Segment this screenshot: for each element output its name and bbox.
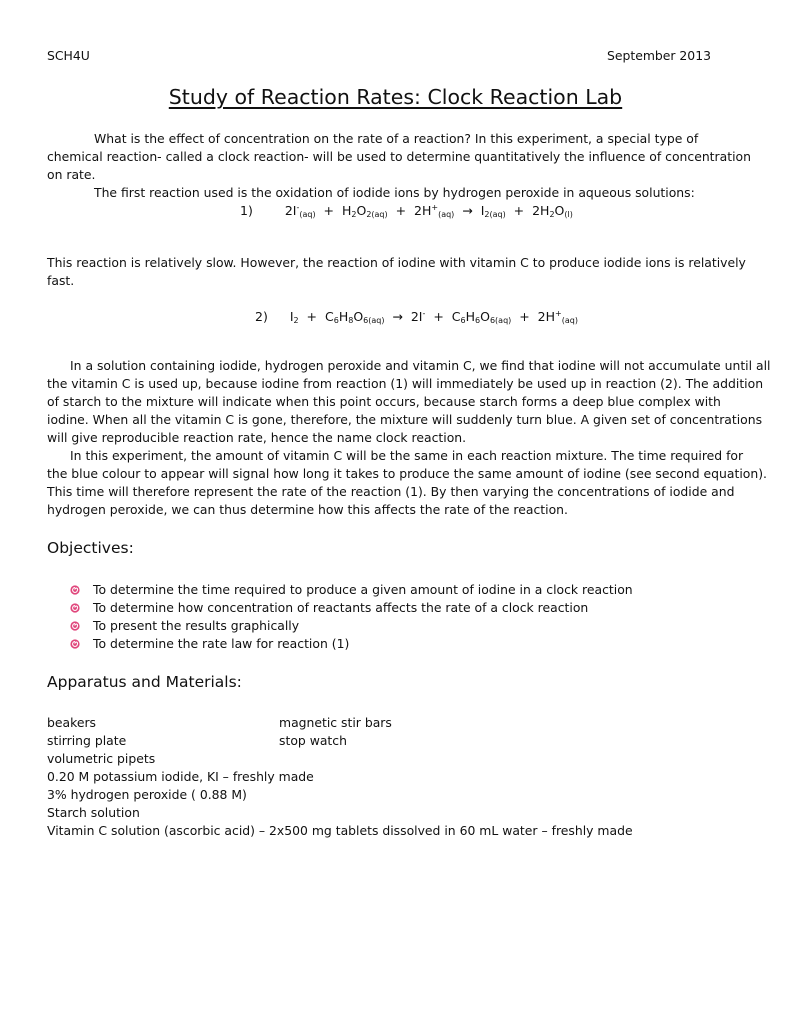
body-line: of starch to the mixture will indicate when this point occurs, because starch forms a deep blue complex with [47, 394, 721, 409]
material-item: 3% hydrogen peroxide ( 0.88 M) [47, 787, 247, 802]
materials-heading: Apparatus and Materials: [47, 673, 242, 691]
body-line: In a solution containing iodide, hydrogen peroxide and vitamin C, we find that iodine will not accumulate until all [70, 358, 771, 373]
swirl-bullet-icon [70, 639, 80, 649]
product-water: $2H_2O_{(l)}$ [532, 203, 573, 219]
product-dehydroascorbic: $C_6H_6O_{6(aq)}$ [451, 309, 512, 325]
material-item: Starch solution [47, 805, 140, 820]
body-line: the blue colour to appear will signal how long it takes to produce the same amount of iodine (see second equation). [47, 466, 767, 481]
material-item: stirring plate [47, 733, 127, 748]
reactant-peroxide: $H_2O_{2(aq)}$ [341, 203, 388, 219]
course-code: SCH4U [47, 48, 90, 63]
equation-number: 1) [240, 203, 253, 218]
body-line: This time will therefore represent the rate of the reaction (1). By then varying the concentrations of iodide and [47, 484, 735, 499]
intro-line: The first reaction used is the oxidation of iodide ions by hydrogen peroxide in aqueous solutions: [94, 185, 695, 200]
reactant-iodine: $I_2$ [289, 309, 299, 325]
material-item: volumetric pipets [47, 751, 156, 766]
plus-sign: + [433, 309, 444, 324]
body-line: iodine. When all the vitamin C is gone, therefore, the mixture will suddenly turn blue. A given set of concentrations [47, 412, 763, 427]
arrow-icon: → [392, 309, 403, 324]
body-line: In this experiment, the amount of vitamin C will be the same in each reaction mixture. The time required for [70, 448, 744, 463]
swirl-bullet-icon [70, 603, 80, 613]
plus-sign: + [395, 203, 407, 218]
reactant-iodide: $2I^-_{(aq)}$ [284, 203, 316, 219]
intro-line: on rate. [47, 167, 96, 182]
paragraph-line: This reaction is relatively slow. However, the reaction of iodine with vitamin C to produce iodide ions is relatively [47, 255, 746, 270]
product-hydrogen-ion: $2H^+_{(aq)}$ [537, 309, 578, 325]
intro-line: What is the effect of concentration on the rate of a reaction? In this experiment, a special type of [94, 131, 699, 146]
plus-sign: + [323, 203, 335, 218]
material-item: magnetic stir bars [279, 715, 392, 730]
body-line: will give reproducible reaction rate, hence the name clock reaction. [47, 430, 467, 445]
header-date: September 2013 [607, 48, 711, 63]
page-title: Study of Reaction Rates: Clock Reaction Lab [168, 85, 623, 109]
paragraph-line: fast. [47, 273, 75, 288]
material-item: stop watch [279, 733, 347, 748]
equation-number: 2) [255, 309, 268, 324]
swirl-bullet-icon [70, 585, 80, 595]
list-item: To present the results graphically [93, 618, 300, 633]
body-line: the vitamin C is used up, because iodine from reaction (1) will immediately be used up in reaction (2). The addition [47, 376, 764, 391]
equation-2 [255, 309, 578, 325]
list-item: To determine the time required to produce a given amount of iodine in a clock reaction [93, 582, 633, 597]
plus-sign: + [513, 203, 525, 218]
material-item: beakers [47, 715, 96, 730]
equation-1 [240, 203, 573, 219]
body-line: hydrogen peroxide, we can thus determine how this affects the rate of the reaction. [47, 502, 568, 517]
material-item: 0.20 M potassium iodide, KI – freshly made [47, 769, 314, 784]
swirl-bullet-icon [70, 621, 80, 631]
product-iodine: $I_{2(aq)}$ [480, 203, 506, 219]
reactant-vitamin-c: $C_6H_8O_{6(aq)}$ [324, 309, 385, 325]
plus-sign: + [519, 309, 530, 324]
objectives-heading: Objectives: [47, 539, 134, 557]
arrow-icon: → [462, 203, 473, 218]
plus-sign: + [306, 309, 318, 324]
reactant-hydrogen-ion: $2H^+_{(aq)}$ [414, 203, 455, 219]
list-item: To determine the rate law for reaction (1) [93, 636, 350, 651]
list-item: To determine how concentration of reactants affects the rate of a clock reaction [93, 600, 589, 615]
intro-line: chemical reaction- called a clock reaction- will be used to determine quantitatively the influence of concentration [47, 149, 751, 164]
product-iodide: 2I- [410, 309, 426, 324]
material-item: Vitamin C solution (ascorbic acid) – 2x500 mg tablets dissolved in 60 mL water – freshly made [47, 823, 633, 838]
